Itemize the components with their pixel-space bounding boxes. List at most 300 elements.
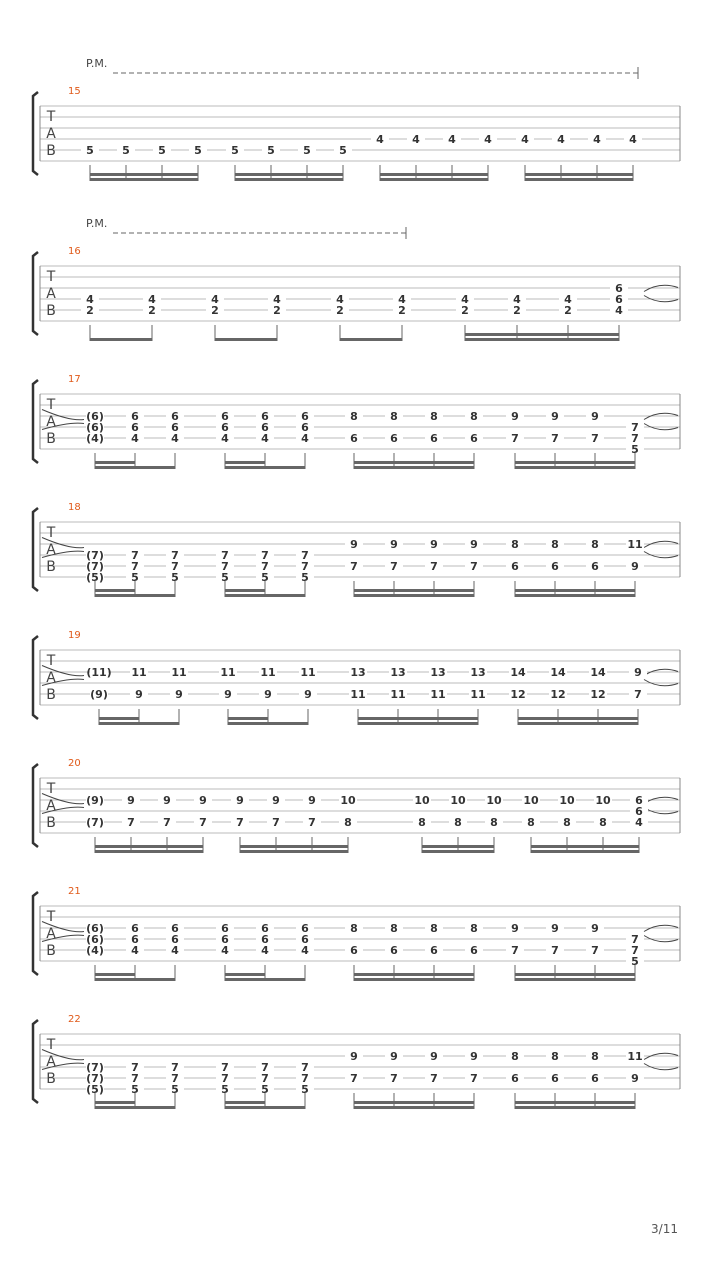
fret-number: 7 — [511, 432, 519, 445]
beam-secondary — [515, 973, 635, 976]
fret-number: 7 — [631, 933, 639, 946]
fret-number: 4 — [131, 432, 139, 445]
fret-number: 4 — [211, 293, 219, 306]
fret-number: 9 — [470, 1050, 478, 1063]
fret-number: 7 — [301, 560, 309, 573]
fret-number: 4 — [273, 293, 281, 306]
beam-primary — [531, 850, 639, 853]
fret-number: 9 — [163, 794, 171, 807]
fret-number: 7 — [221, 1072, 229, 1085]
fret-number: 6 — [551, 1072, 559, 1085]
fret-number: 4 — [148, 293, 156, 306]
fret-number: 6 — [591, 1072, 599, 1085]
fret-number: 12 — [510, 688, 526, 701]
tab-clef-letter: T — [46, 781, 56, 797]
fret-number: 9 — [591, 922, 599, 935]
tab-clef-letter: B — [46, 1071, 56, 1087]
beam-secondary — [422, 845, 494, 848]
tab-clef-letter: T — [46, 525, 56, 541]
fret-number: 7 — [430, 560, 438, 573]
fret-number: 6 — [430, 432, 438, 445]
fret-number: 4 — [86, 293, 94, 306]
tab-clef-letter: A — [46, 414, 56, 430]
fret-number: 4 — [376, 133, 384, 146]
beam-primary — [228, 722, 308, 725]
fret-number: 2 — [211, 304, 219, 317]
bar-number: 18 — [68, 502, 81, 513]
beam-secondary — [465, 333, 619, 336]
fret-number: 5 — [261, 571, 269, 584]
fret-number: 4 — [635, 816, 643, 829]
fret-number: 7 — [261, 549, 269, 562]
fret-number: 12 — [550, 688, 566, 701]
fret-number: 11 — [131, 666, 147, 679]
beam-primary — [525, 178, 633, 181]
fret-number: 7 — [221, 549, 229, 562]
fret-number: (6) — [86, 421, 104, 434]
fret-number: 6 — [301, 922, 309, 935]
beam-primary — [225, 1106, 305, 1109]
fret-number: 7 — [171, 1061, 179, 1074]
fret-number: 6 — [131, 410, 139, 423]
fret-number: 5 — [171, 1083, 179, 1096]
fret-number: 13 — [350, 666, 366, 679]
fret-number: 9 — [390, 538, 398, 551]
beam-primary — [518, 722, 638, 725]
beam-primary — [95, 594, 175, 597]
beam-primary — [240, 850, 348, 853]
fret-number: (6) — [86, 410, 104, 423]
fret-number: 14 — [550, 666, 566, 679]
beam-secondary — [240, 845, 348, 848]
fret-number: 7 — [390, 1072, 398, 1085]
fret-number: 6 — [221, 922, 229, 935]
fret-number: 7 — [470, 560, 478, 573]
fret-number: 7 — [261, 560, 269, 573]
fret-number: 9 — [308, 794, 316, 807]
fret-number: 9 — [236, 794, 244, 807]
fret-number: 7 — [131, 1072, 139, 1085]
fret-number: 8 — [470, 922, 478, 935]
beam-secondary — [531, 845, 639, 848]
fret-number: 4 — [261, 432, 269, 445]
fret-number: 6 — [470, 944, 478, 957]
fret-number: 7 — [390, 560, 398, 573]
fret-number: 5 — [171, 571, 179, 584]
fret-number: 11 — [627, 538, 643, 551]
tab-clef-letter: A — [46, 926, 56, 942]
fret-number: 8 — [418, 816, 426, 829]
fret-number: 9 — [390, 1050, 398, 1063]
fret-number: 6 — [615, 282, 623, 295]
fret-number: 8 — [350, 922, 358, 935]
beam-primary — [95, 978, 175, 981]
tab-clef-letter: T — [46, 1037, 56, 1053]
staff-system-18 — [33, 502, 680, 597]
fret-number: (7) — [86, 560, 104, 573]
staff-system-20 — [33, 758, 680, 853]
fret-number: 2 — [513, 304, 521, 317]
fret-number: 9 — [264, 688, 272, 701]
fret-number: 2 — [148, 304, 156, 317]
fret-number: 6 — [171, 421, 179, 434]
fret-number: (4) — [86, 944, 104, 957]
fret-number: 6 — [301, 410, 309, 423]
fret-number: 6 — [350, 944, 358, 957]
beam-secondary — [354, 589, 474, 592]
fret-number: 4 — [131, 944, 139, 957]
fret-number: 8 — [454, 816, 462, 829]
tab-clef-letter: B — [46, 559, 56, 575]
system-bracket — [33, 92, 38, 175]
fret-number: 8 — [350, 410, 358, 423]
beam-secondary — [95, 845, 203, 848]
fret-number: 6 — [511, 560, 519, 573]
fret-number: 7 — [591, 432, 599, 445]
fret-number: 9 — [631, 1072, 639, 1085]
fret-number: 6 — [390, 944, 398, 957]
fret-number: 6 — [635, 794, 643, 807]
beam-secondary — [354, 461, 474, 464]
beam-secondary — [225, 973, 265, 976]
fret-number: 8 — [511, 538, 519, 551]
system-bracket — [33, 252, 38, 335]
fret-number: 11 — [171, 666, 187, 679]
fret-number: 6 — [551, 560, 559, 573]
beam-primary — [340, 338, 402, 341]
fret-number: 8 — [430, 410, 438, 423]
fret-number: 4 — [615, 304, 623, 317]
beam-primary — [215, 338, 277, 341]
fret-number: 2 — [461, 304, 469, 317]
fret-number: 5 — [194, 144, 202, 157]
fret-number: 6 — [221, 933, 229, 946]
fret-number: 8 — [390, 410, 398, 423]
fret-number: 6 — [635, 805, 643, 818]
fret-number: 4 — [301, 944, 309, 957]
fret-number: 10 — [486, 794, 502, 807]
beam-primary — [354, 466, 474, 469]
fret-number: 5 — [221, 1083, 229, 1096]
tab-clef-letter: B — [46, 143, 56, 159]
fret-number: 5 — [267, 144, 275, 157]
beam-secondary — [354, 973, 474, 976]
system-bracket — [33, 764, 38, 847]
fret-number: (6) — [86, 922, 104, 935]
system-bracket — [33, 892, 38, 975]
fret-number: 7 — [127, 816, 135, 829]
fret-number: 5 — [261, 1083, 269, 1096]
beam-primary — [95, 466, 175, 469]
staff-system-17 — [33, 374, 680, 469]
staff-system-19 — [33, 630, 680, 725]
fret-number: 8 — [599, 816, 607, 829]
fret-number: 4 — [513, 293, 521, 306]
fret-number: 4 — [564, 293, 572, 306]
fret-number: 9 — [470, 538, 478, 551]
fret-number: (9) — [86, 794, 104, 807]
beam-primary — [225, 978, 305, 981]
fret-number: 9 — [224, 688, 232, 701]
tab-clef-letter: T — [46, 109, 56, 125]
fret-number: 8 — [591, 538, 599, 551]
fret-number: 11 — [470, 688, 486, 701]
fret-number: 8 — [390, 922, 398, 935]
staff-system-15 — [33, 57, 680, 181]
fret-number: 8 — [470, 410, 478, 423]
fret-number: 4 — [448, 133, 456, 146]
fret-number: 5 — [301, 571, 309, 584]
fret-number: 5 — [631, 955, 639, 968]
beam-primary — [465, 338, 619, 341]
beam-primary — [225, 594, 305, 597]
fret-number: 7 — [551, 432, 559, 445]
fret-number: 6 — [591, 560, 599, 573]
palm-mute-label: P.M. — [86, 217, 108, 230]
fret-number: 7 — [551, 944, 559, 957]
fret-number: 6 — [261, 410, 269, 423]
fret-number: 8 — [551, 538, 559, 551]
tab-clef-letter: B — [46, 687, 56, 703]
fret-number: 2 — [564, 304, 572, 317]
fret-number: 2 — [336, 304, 344, 317]
fret-number: 6 — [131, 922, 139, 935]
beam-secondary — [354, 1101, 474, 1104]
fret-number: 4 — [171, 944, 179, 957]
system-bracket — [33, 380, 38, 463]
fret-number: 9 — [631, 560, 639, 573]
fret-number: 6 — [350, 432, 358, 445]
beam-secondary — [95, 1101, 135, 1104]
fret-number: (7) — [86, 549, 104, 562]
fret-number: 7 — [301, 1072, 309, 1085]
fret-number: 8 — [490, 816, 498, 829]
fret-number: (6) — [86, 933, 104, 946]
palm-mute-label: P.M. — [86, 57, 108, 70]
staff-system-21 — [33, 886, 680, 981]
fret-number: 7 — [430, 1072, 438, 1085]
system-bracket — [33, 636, 38, 719]
fret-number: 6 — [221, 421, 229, 434]
fret-number: 2 — [86, 304, 94, 317]
bar-number: 15 — [68, 86, 81, 97]
fret-number: (9) — [90, 688, 108, 701]
fret-number: 7 — [221, 560, 229, 573]
fret-number: 13 — [470, 666, 486, 679]
fret-number: 10 — [414, 794, 430, 807]
beam-primary — [90, 178, 198, 181]
fret-number: 6 — [615, 293, 623, 306]
fret-number: 4 — [412, 133, 420, 146]
fret-number: 4 — [629, 133, 637, 146]
fret-number: 7 — [221, 1061, 229, 1074]
fret-number: 5 — [231, 144, 239, 157]
fret-number: 7 — [171, 560, 179, 573]
fret-number: 9 — [350, 1050, 358, 1063]
fret-number: 4 — [521, 133, 529, 146]
fret-number: 7 — [272, 816, 280, 829]
fret-number: 6 — [221, 410, 229, 423]
tab-clef-letter: A — [46, 670, 56, 686]
fret-number: 7 — [236, 816, 244, 829]
tab-clef-letter: T — [46, 397, 56, 413]
system-bracket — [33, 508, 38, 591]
beam-secondary — [358, 717, 478, 720]
fret-number: 6 — [430, 944, 438, 957]
fret-number: 9 — [350, 538, 358, 551]
beam-secondary — [515, 461, 635, 464]
fret-number: 6 — [171, 922, 179, 935]
beam-secondary — [235, 173, 343, 176]
beam-primary — [358, 722, 478, 725]
fret-number: 7 — [511, 944, 519, 957]
fret-number: (7) — [86, 1072, 104, 1085]
beam-secondary — [99, 717, 139, 720]
fret-number: 14 — [590, 666, 606, 679]
fret-number: 4 — [301, 432, 309, 445]
fret-number: 10 — [340, 794, 356, 807]
fret-number: 4 — [336, 293, 344, 306]
staff-system-16 — [33, 217, 680, 341]
fret-number: 5 — [86, 144, 94, 157]
tab-clef-letter: A — [46, 1054, 56, 1070]
bar-number: 16 — [68, 246, 81, 257]
fret-number: 9 — [430, 538, 438, 551]
beam-secondary — [90, 173, 198, 176]
beam-primary — [515, 594, 635, 597]
fret-number: 4 — [221, 944, 229, 957]
fret-number: 7 — [350, 560, 358, 573]
fret-number: 7 — [350, 1072, 358, 1085]
fret-number: 14 — [510, 666, 526, 679]
beam-primary — [515, 978, 635, 981]
beam-secondary — [525, 173, 633, 176]
fret-number: 10 — [450, 794, 466, 807]
fret-number: 9 — [199, 794, 207, 807]
tab-clef-letter: B — [46, 431, 56, 447]
fret-number: 9 — [591, 410, 599, 423]
fret-number: 4 — [484, 133, 492, 146]
fret-number: 9 — [272, 794, 280, 807]
tab-clef-letter: T — [46, 269, 56, 285]
fret-number: 2 — [398, 304, 406, 317]
fret-number: 7 — [591, 944, 599, 957]
fret-number: 4 — [171, 432, 179, 445]
fret-number: 11 — [220, 666, 236, 679]
fret-number: 8 — [430, 922, 438, 935]
fret-number: 9 — [430, 1050, 438, 1063]
bar-number: 17 — [68, 374, 81, 385]
beam-secondary — [518, 717, 638, 720]
fret-number: 7 — [131, 1061, 139, 1074]
fret-number: (11) — [86, 666, 112, 679]
beam-primary — [354, 594, 474, 597]
fret-number: 4 — [593, 133, 601, 146]
tab-clef-letter: A — [46, 286, 56, 302]
beam-primary — [235, 178, 343, 181]
fret-number: 9 — [511, 410, 519, 423]
fret-number: 11 — [390, 688, 406, 701]
beam-secondary — [95, 973, 135, 976]
fret-number: 6 — [390, 432, 398, 445]
fret-number: 7 — [301, 549, 309, 562]
beam-secondary — [95, 461, 135, 464]
fret-number: 5 — [631, 443, 639, 456]
beam-secondary — [515, 589, 635, 592]
beam-secondary — [225, 1101, 265, 1104]
beam-primary — [354, 978, 474, 981]
fret-number: 7 — [261, 1072, 269, 1085]
tab-clef-letter: A — [46, 126, 56, 142]
fret-number: 7 — [301, 1061, 309, 1074]
beam-primary — [515, 466, 635, 469]
fret-number: 13 — [430, 666, 446, 679]
fret-number: 9 — [511, 922, 519, 935]
fret-number: 11 — [350, 688, 366, 701]
fret-number: 10 — [523, 794, 539, 807]
fret-number: 9 — [127, 794, 135, 807]
beam-primary — [354, 1106, 474, 1109]
tab-clef-letter: A — [46, 798, 56, 814]
fret-number: 5 — [221, 571, 229, 584]
fret-number: 5 — [158, 144, 166, 157]
fret-number: 5 — [301, 1083, 309, 1096]
beam-primary — [225, 466, 305, 469]
fret-number: 11 — [430, 688, 446, 701]
fret-number: 6 — [131, 421, 139, 434]
fret-number: 7 — [631, 432, 639, 445]
fret-number: 9 — [551, 922, 559, 935]
fret-number: 6 — [301, 933, 309, 946]
fret-number: 6 — [131, 933, 139, 946]
tab-clef-letter: B — [46, 815, 56, 831]
fret-number: 9 — [304, 688, 312, 701]
system-bracket — [33, 1020, 38, 1103]
fret-number: (7) — [86, 1061, 104, 1074]
beam-secondary — [515, 1101, 635, 1104]
beam-secondary — [95, 589, 135, 592]
fret-number: 10 — [559, 794, 575, 807]
bar-number: 19 — [68, 630, 81, 641]
tab-clef-letter: T — [46, 653, 56, 669]
fret-number: 9 — [135, 688, 143, 701]
page-number: 3/11 — [651, 1222, 678, 1236]
fret-number: 12 — [590, 688, 606, 701]
fret-number: 10 — [595, 794, 611, 807]
fret-number: 4 — [261, 944, 269, 957]
fret-number: 7 — [199, 816, 207, 829]
fret-number: 4 — [557, 133, 565, 146]
beam-primary — [380, 178, 488, 181]
fret-number: 8 — [591, 1050, 599, 1063]
fret-number: 6 — [171, 933, 179, 946]
fret-number: 6 — [470, 432, 478, 445]
fret-number: 9 — [634, 666, 642, 679]
fret-number: 7 — [131, 549, 139, 562]
fret-number: (7) — [86, 816, 104, 829]
beam-secondary — [380, 173, 488, 176]
beam-secondary — [228, 717, 268, 720]
fret-number: 8 — [344, 816, 352, 829]
fret-number: 5 — [122, 144, 130, 157]
beam-primary — [422, 850, 494, 853]
fret-number: 7 — [261, 1061, 269, 1074]
fret-number: 4 — [461, 293, 469, 306]
fret-number: 2 — [273, 304, 281, 317]
fret-number: 9 — [551, 410, 559, 423]
fret-number: 8 — [563, 816, 571, 829]
staff-system-22 — [33, 1014, 680, 1109]
